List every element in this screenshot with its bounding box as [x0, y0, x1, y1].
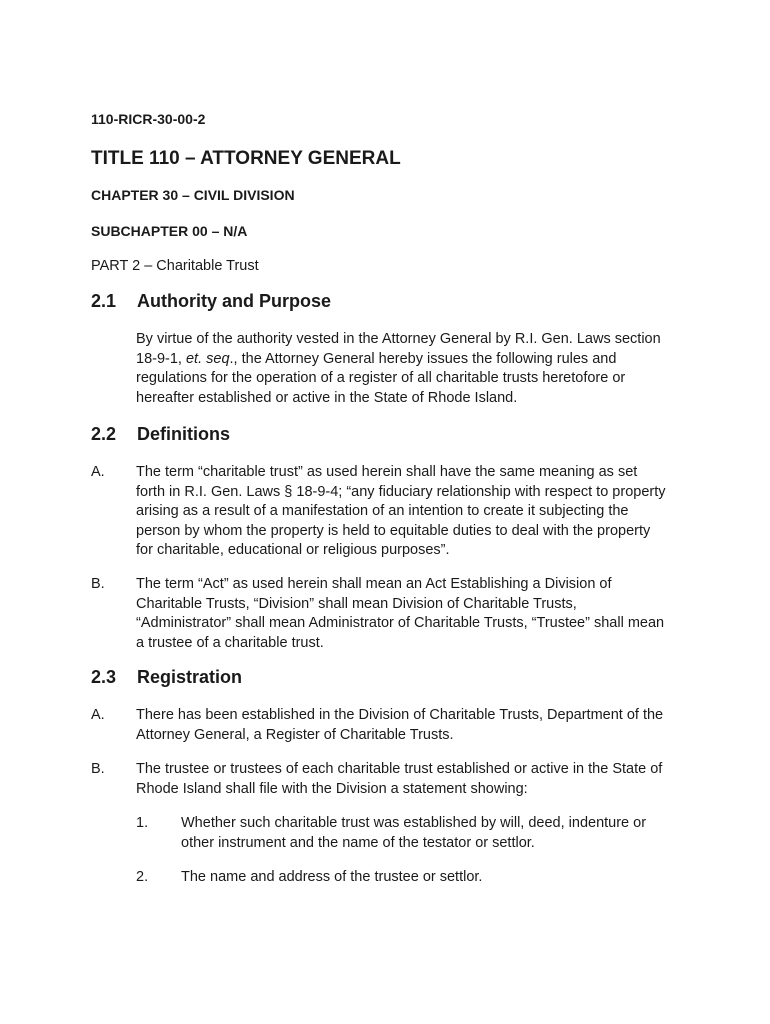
body-italic-text: et. seq — [185, 350, 230, 367]
registration-sub-item-1: Whether such charitable trust was established by will, deed, indenture or other instrument and the name of the testator or settlor. — [181, 815, 647, 851]
registration-sub-item-2: The name and address of the trustee or settlor. — [181, 869, 483, 885]
section-number: 2.1 — [91, 291, 117, 311]
list-item-letter: B. — [91, 761, 105, 777]
registration-item-a: There has been established in the Division of Charitable Trusts, Department of the Attorney General, a Register of Charitable Trusts. — [136, 707, 664, 743]
section-number: 2.2 — [91, 424, 117, 444]
document-title: TITLE 110 – ATTORNEY GENERAL — [91, 148, 401, 169]
list-item-letter: A. — [91, 707, 105, 723]
part-heading: PART 2 – Charitable Trust — [91, 258, 259, 274]
body-text: By virtue of the authority vested in the Attorney General by R.I. Gen. Laws section 18-9-1, — [136, 331, 661, 367]
document-id: 110-RICR-30-00-2 — [91, 111, 206, 127]
section-number: 2.3 — [91, 667, 117, 687]
section-title: Definitions — [137, 424, 230, 444]
body-text: ., the Attorney General hereby issues the following rules and regulations for the operation of a register of all charitable trusts heretofore or hereafter established or active in the State of Rhode Island. — [136, 350, 626, 406]
definition-charitable-trust: The term “charitable trust” as used herein shall have the same meaning as set forth in R.I. Gen. Laws § 18-9-4; “any fiduciary relationship with respect to property arising as a result of a manifestation of an intention to create it subjecting the person by whom the property is held to equitable duties to deal with the property for charitable, educational or religious purposes”. — [136, 464, 666, 558]
subchapter-heading: SUBCHAPTER 00 – N/A — [91, 223, 248, 239]
section-2-3-heading — [91, 667, 242, 688]
definition-act: The term “Act” as used herein shall mean an Act Establishing a Division of Charitable Trusts, “Division” shall mean Division of Charitable Trusts, “Administrator” shall mean Administrator of Charitable Trusts, “Trustee” shall mean a trustee of a charitable trust. — [136, 576, 665, 651]
sub-item-number: 1. — [136, 815, 149, 831]
section-title: Authority and Purpose — [137, 291, 332, 311]
list-item-letter: A. — [91, 464, 105, 480]
chapter-heading: CHAPTER 30 – CIVIL DIVISION — [91, 187, 295, 203]
section-2-2-heading — [91, 424, 230, 445]
section-title: Registration — [137, 667, 243, 687]
section-2-1-heading — [91, 291, 331, 312]
section-2-1-body — [136, 330, 666, 408]
sub-item-number: 2. — [136, 869, 149, 885]
list-item-letter: B. — [91, 576, 105, 592]
registration-item-b: The trustee or trustees of each charitable trust established or active in the State of Rhode Island shall file with the Division a statement showing: — [136, 761, 663, 797]
